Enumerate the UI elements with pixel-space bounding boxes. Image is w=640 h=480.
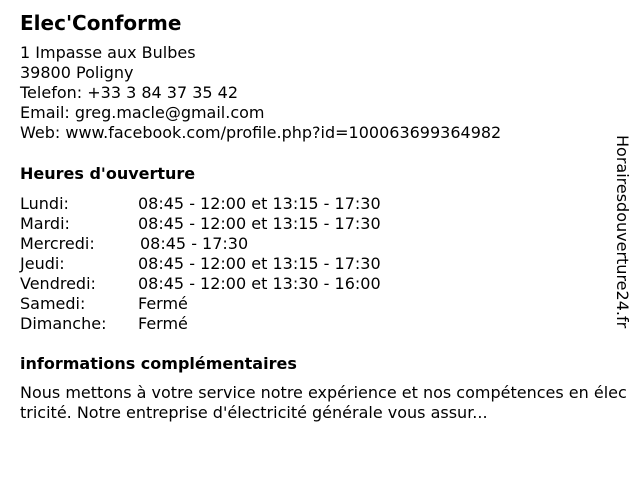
email-line: Email: greg.macle@gmail.com: [20, 103, 265, 122]
day-label: Mercredi:: [20, 234, 95, 253]
time-value: 08:45 - 12:00 et 13:15 - 17:30: [138, 194, 381, 213]
time-value: Fermé: [138, 314, 188, 333]
web-line: Web: www.facebook.com/profile.php?id=100063699364982: [20, 123, 502, 142]
address-line-1: 1 Impasse aux Bulbes: [20, 43, 196, 62]
site-watermark: Horairesdouverture24.fr: [613, 135, 632, 329]
day-label: Vendredi:: [20, 274, 96, 293]
day-label: Lundi:: [20, 194, 69, 213]
day-label: Jeudi:: [20, 254, 65, 273]
time-value: 08:45 - 12:00 et 13:15 - 17:30: [138, 254, 381, 273]
time-value: 08:45 - 12:00 et 13:30 - 16:00: [138, 274, 381, 293]
time-value: Fermé: [138, 294, 188, 313]
additional-info-text: Nous mettons à votre service notre expérience et nos compétences en électricité. Notre entreprise d'électricité générale vous assur...: [20, 383, 627, 422]
phone-line: Telefon: +33 3 84 37 35 42: [20, 83, 239, 102]
business-name: Elec'Conforme: [20, 11, 182, 35]
day-label: Mardi:: [20, 214, 70, 233]
day-label: Samedi:: [20, 294, 86, 313]
time-value: 08:45 - 12:00 et 13:15 - 17:30: [138, 214, 381, 233]
day-label: Dimanche:: [20, 314, 107, 333]
time-value: 08:45 - 17:30: [140, 234, 249, 253]
contact-block: [20, 43, 501, 143]
opening-hours-heading: Heures d'ouverture: [20, 164, 196, 183]
address-line-2: 39800 Poligny: [20, 63, 134, 82]
additional-info-heading: informations complémentaires: [20, 354, 297, 373]
